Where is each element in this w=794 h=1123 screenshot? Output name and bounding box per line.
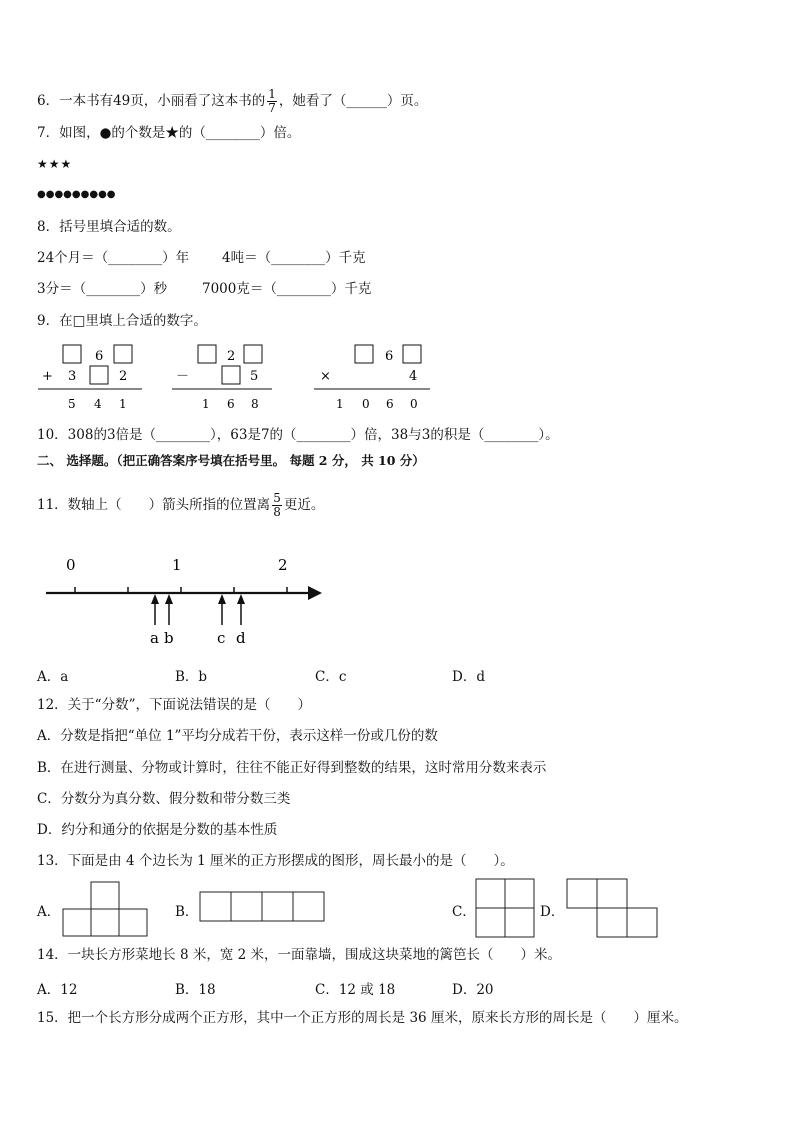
q8-row2-a: 3分＝（________）秒 <box>37 281 168 297</box>
q14-option-d[interactable]: D．20 <box>452 982 494 998</box>
question-7: 7．如图，●的个数是★的（________）倍。 <box>37 125 301 141</box>
p1-r0: 5 <box>68 397 76 411</box>
q13-shape-a <box>62 880 148 938</box>
p3-top: 6 <box>385 349 394 364</box>
q12-option-b[interactable]: B．在进行测量、分物或计算时，往往不能正好得到整数的结果，这时常用分数来表示 <box>37 760 547 776</box>
question-12: 12．关于“分数”，下面说法错误的是（ ） <box>37 697 311 713</box>
tick-label-2: 2 <box>278 556 288 574</box>
question-10: 10．308的3倍是（________），63是7的（________）倍，38与3的积是（________）。 <box>37 427 559 443</box>
p3-r0: 1 <box>336 397 344 411</box>
question-13: 13．下面是由 4 个边长为 1 厘米的正方形摆成的图形，周长最小的是（ ）。 <box>37 853 514 869</box>
q13-shape-c <box>475 878 535 938</box>
p2-r1: 6 <box>227 397 235 411</box>
arrow-label-c: c <box>217 629 226 647</box>
p3-r3: 0 <box>410 397 418 411</box>
section-2-heading: 二、 选择题。（把正确答案序号填在括号里。 每题 2 分， 共 10 分） <box>37 453 425 468</box>
q13-label-b[interactable]: B． <box>175 904 199 920</box>
p1-top: 6 <box>95 349 104 364</box>
p1-op: + <box>42 369 53 384</box>
blank-box[interactable] <box>222 366 240 384</box>
question-8: 8．括号里填合适的数。 <box>37 219 181 235</box>
q8-row1-a: 24个月＝（________）年 <box>37 250 190 266</box>
q14-option-b[interactable]: B．18 <box>175 982 216 998</box>
q14-option-a[interactable]: A．12 <box>37 982 78 998</box>
number-line-arrowhead <box>308 586 322 600</box>
question-6 <box>37 88 427 115</box>
p2-op: － <box>176 369 190 384</box>
p2-r2: 8 <box>251 397 259 411</box>
q8-row2-b: 7000克＝（________）千克 <box>202 281 372 297</box>
question-6-text: 6．一本书有49页，小丽看了这本书的 <box>37 93 266 109</box>
q11-option-a[interactable]: A．a <box>37 669 69 685</box>
arrow-d-head <box>237 594 245 604</box>
question-9: 9．在□里填上合适的数字。 <box>37 313 207 329</box>
blank-box[interactable] <box>90 366 108 384</box>
p3-mid: 4 <box>409 369 418 384</box>
q11-option-c[interactable]: C．c <box>315 669 347 685</box>
question-6-text-end: ，她看了（______）页。 <box>278 93 428 109</box>
p2-top: 2 <box>227 349 236 364</box>
vertical-arithmetic-puzzles <box>30 338 450 418</box>
question-11-text-end: 更近。 <box>283 497 325 513</box>
q12-option-c[interactable]: C．分数分为真分数、假分数和带分数三类 <box>37 791 291 807</box>
fraction-numerator: 1 <box>268 87 276 101</box>
p3-op: × <box>320 369 331 384</box>
fraction <box>267 88 277 115</box>
p1-r2: 1 <box>119 397 127 411</box>
arrow-label-d: d <box>236 629 246 647</box>
question-11 <box>37 492 324 519</box>
arrow-a-head <box>151 594 159 604</box>
blank-box[interactable] <box>198 345 216 363</box>
blank-box[interactable] <box>403 345 421 363</box>
arrow-c-head <box>218 594 226 604</box>
q13-label-a[interactable]: A． <box>37 904 61 920</box>
q12-option-d[interactable]: D．约分和通分的依据是分数的基本性质 <box>37 822 278 838</box>
arrow-label-b: b <box>164 629 174 647</box>
q8-row1-b: 4吨＝（________）千克 <box>222 250 366 266</box>
q14-option-c[interactable]: C．12 或 18 <box>315 982 396 998</box>
question-14: 14．一块长方形菜地长 8 米，宽 2 米，一面靠墙，围成这块菜地的篱笆长（ ）米。 <box>37 947 562 963</box>
blank-box[interactable] <box>355 345 373 363</box>
p3-r2: 6 <box>386 397 394 411</box>
tick-label-1: 1 <box>172 556 182 574</box>
blank-box[interactable] <box>63 345 81 363</box>
p1-r1: 4 <box>94 397 102 411</box>
blank-box[interactable] <box>244 345 262 363</box>
p2-mid: 5 <box>250 369 259 384</box>
fraction <box>272 492 282 519</box>
fraction-numerator: 5 <box>273 491 281 505</box>
q12-option-a[interactable]: A．分数是指把“单位 1”平均分成若干份，表示这样一份或几份的数 <box>37 728 438 744</box>
blank-box[interactable] <box>114 345 132 363</box>
p2-r0: 1 <box>202 397 210 411</box>
q11-option-d[interactable]: D．d <box>452 669 485 685</box>
arrow-b-head <box>165 594 173 604</box>
tick-label-0: 0 <box>66 556 76 574</box>
q13-shape-b <box>199 891 325 923</box>
p3-r1: 0 <box>362 397 370 411</box>
question-15: 15．把一个长方形分成两个正方形，其中一个正方形的周长是 36 厘米，原来长方形的周长是（ ）厘米。 <box>37 1010 688 1026</box>
fraction-denominator: 7 <box>268 101 276 115</box>
arrow-label-a: a <box>150 629 159 647</box>
q11-option-b[interactable]: B．b <box>175 669 208 685</box>
fraction-denominator: 8 <box>273 505 281 519</box>
q13-shape-d <box>566 878 658 939</box>
stars-row: ★★★ <box>37 157 73 171</box>
p1-mid2: 2 <box>119 369 128 384</box>
question-11-text: 11．数轴上（ ）箭头所指的位置离 <box>37 497 271 513</box>
q13-label-d[interactable]: D． <box>540 904 565 920</box>
q13-label-c[interactable]: C． <box>452 904 476 920</box>
number-line-figure <box>40 550 340 650</box>
p1-mid1: 3 <box>68 369 77 384</box>
dots-row: ●●●●●●●●● <box>37 189 116 200</box>
